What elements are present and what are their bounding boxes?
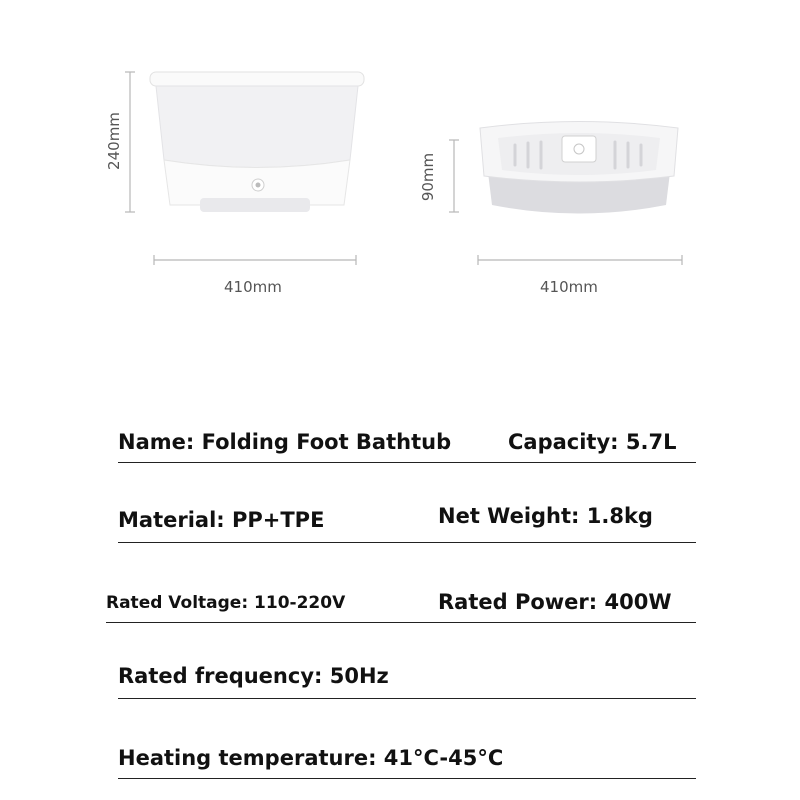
- spec-capacity: Capacity: 5.7L: [508, 430, 677, 454]
- spec-divider: [118, 698, 696, 699]
- unfolded-height-dimension: [125, 72, 135, 212]
- folded-width-label: 410mm: [540, 278, 598, 296]
- spec-voltage: Rated Voltage: 110-220V: [106, 593, 346, 613]
- spec-heating: Heating temperature: 41°C-45°C: [118, 746, 504, 770]
- spec-power: Rated Power: 400W: [438, 590, 672, 614]
- unfolded-tub-image: [150, 72, 364, 212]
- spec-name: Name: Folding Foot Bathtub: [118, 430, 452, 454]
- spec-frequency: Rated frequency: 50Hz: [118, 664, 389, 688]
- folded-height-dimension: [449, 140, 459, 212]
- unfolded-height-label: 240mm: [105, 112, 123, 170]
- spec-divider: [118, 778, 696, 779]
- spec-divider: [118, 462, 696, 463]
- spec-material: Material: PP+TPE: [118, 508, 325, 532]
- folded-tub-image: [480, 122, 678, 214]
- folded-width-dimension: [478, 255, 682, 265]
- folded-height-label: 90mm: [419, 152, 437, 202]
- spec-divider: [106, 622, 696, 623]
- spec-divider: [118, 542, 696, 543]
- unfolded-width-label: 410mm: [224, 278, 282, 296]
- spec-net-weight: Net Weight: 1.8kg: [438, 504, 653, 528]
- unfolded-width-dimension: [154, 255, 356, 265]
